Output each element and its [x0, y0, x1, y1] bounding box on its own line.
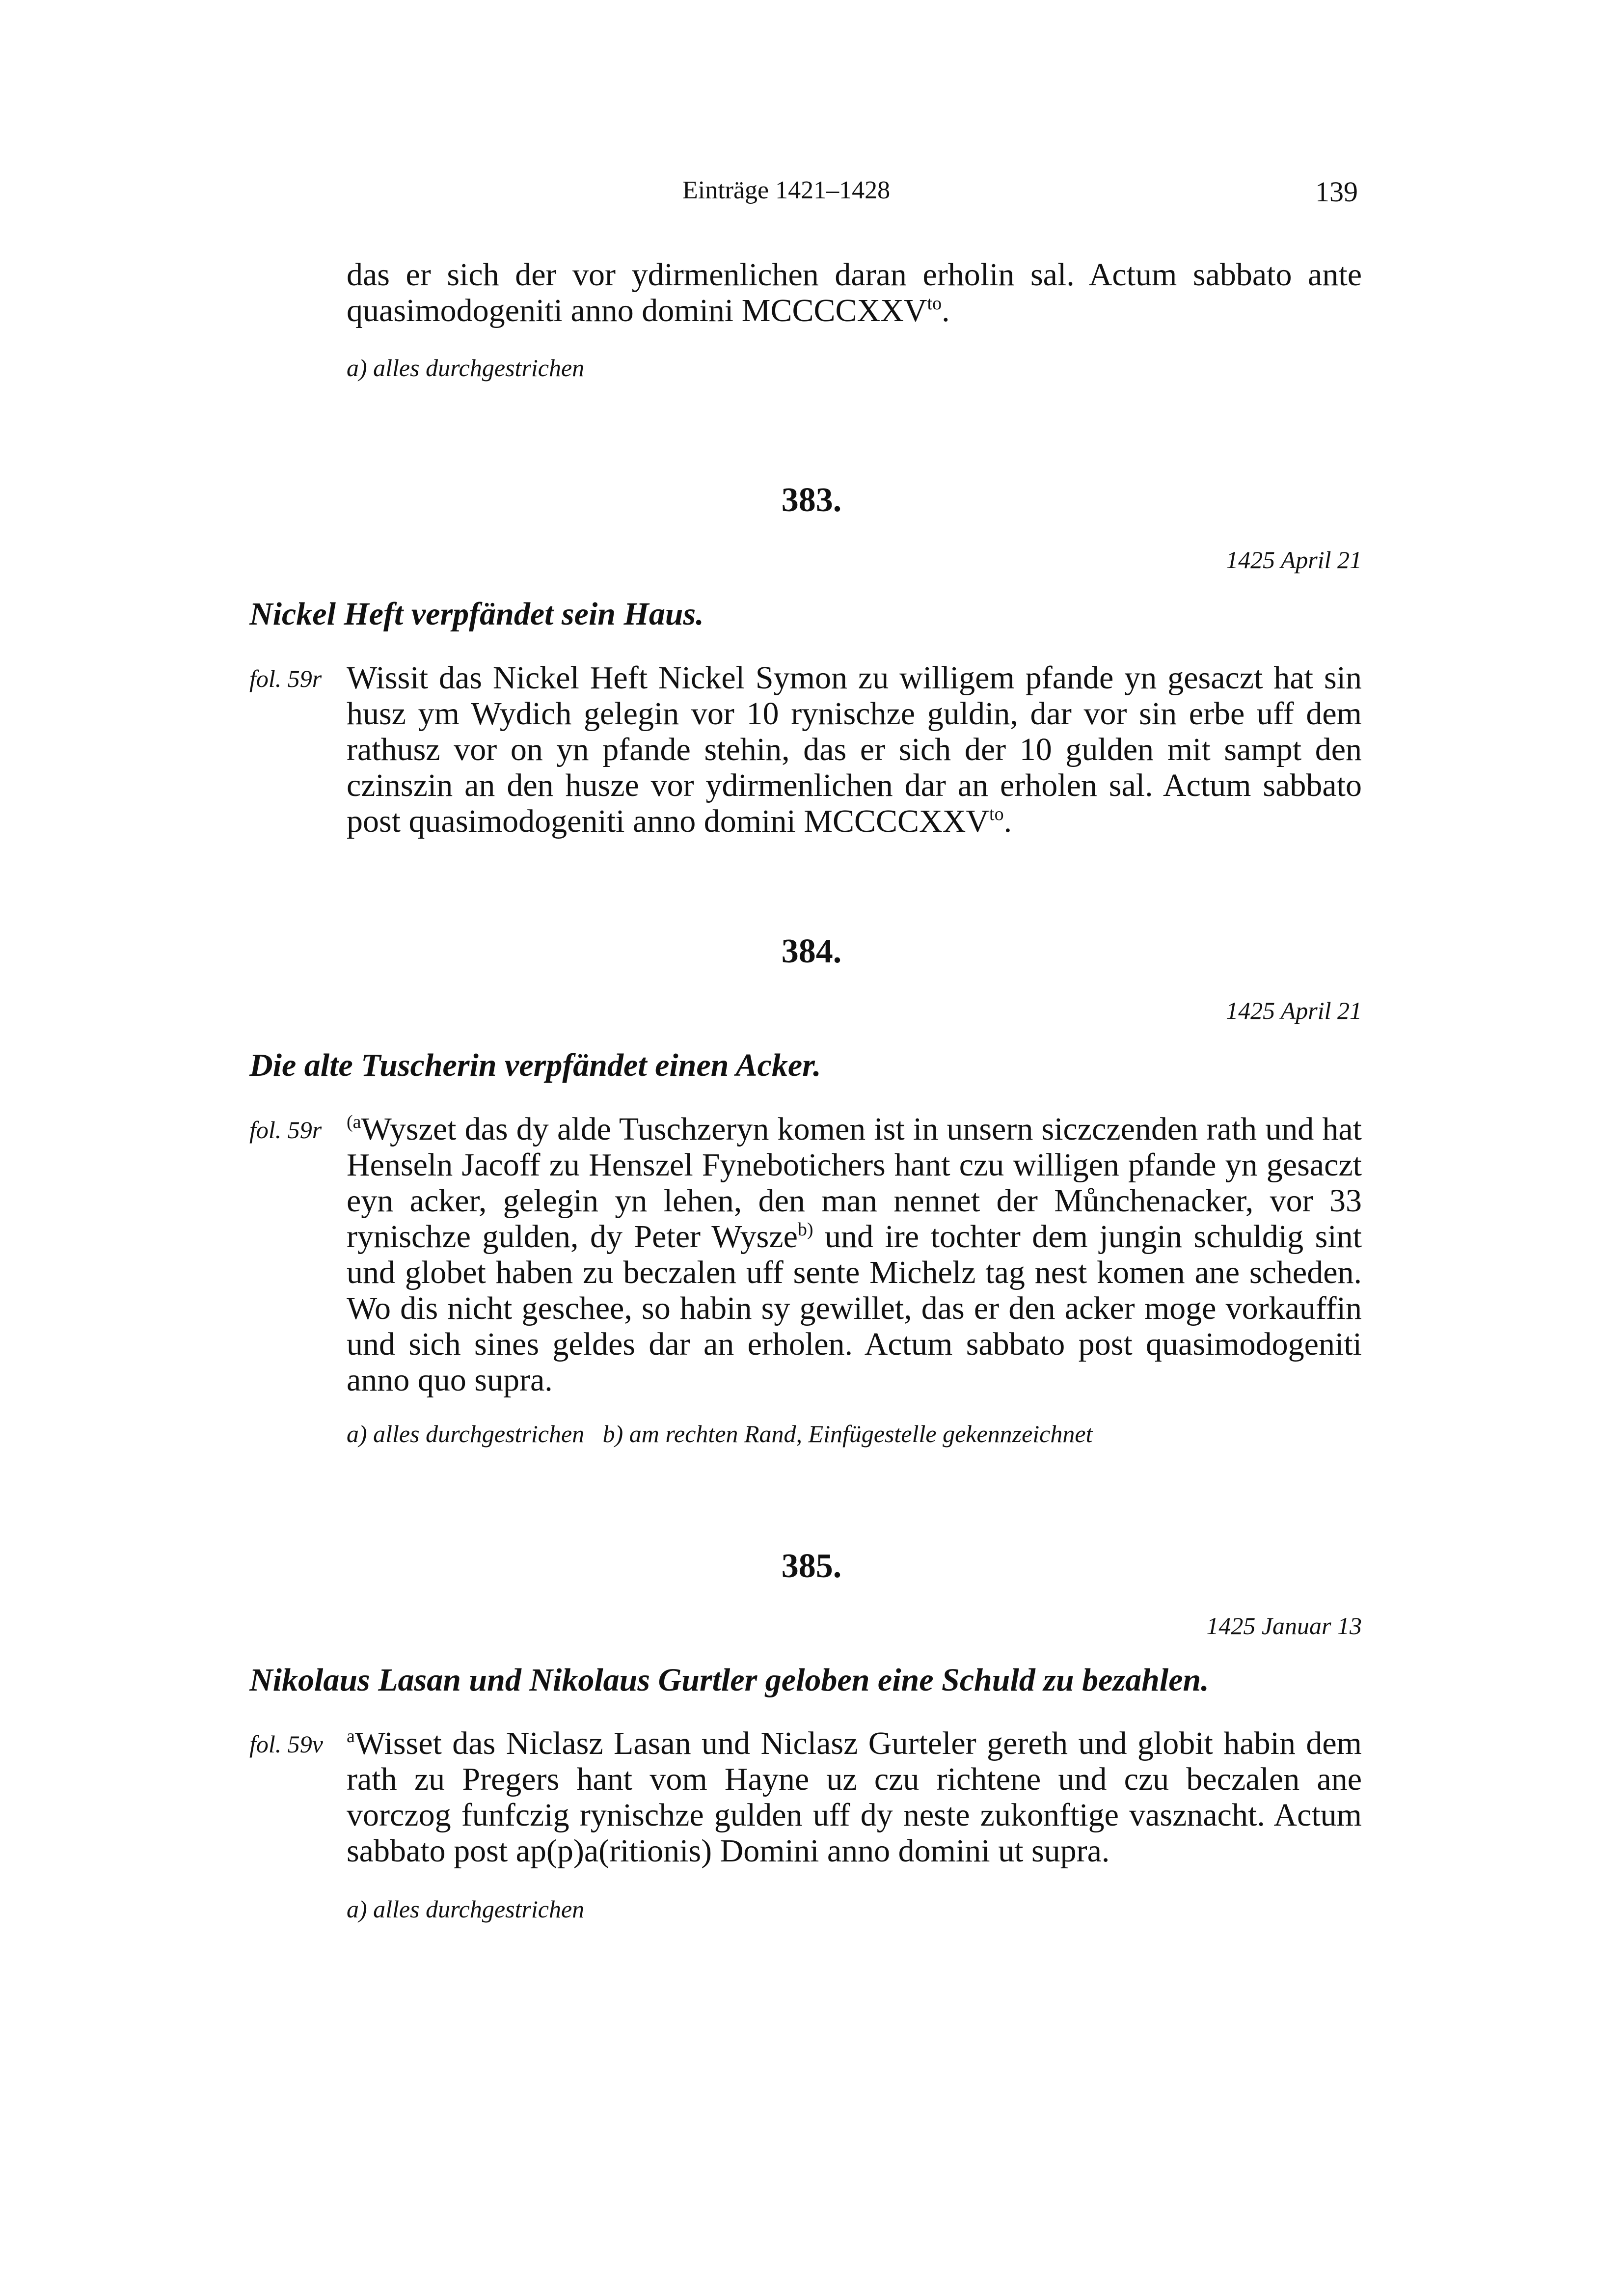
- entry-384-folio: fol. 59r: [249, 1116, 322, 1144]
- continuation-footnote: a) alles durchgestrichen: [347, 354, 585, 382]
- entry-383-end: .: [1003, 803, 1012, 839]
- entry-383-title: Nickel Heft verpfändet sein Haus.: [249, 596, 704, 632]
- entry-384-text: [347, 1111, 1362, 1398]
- entry-383-text: [347, 660, 1362, 839]
- entry-383-body: Wissit das Nickel Heft Nickel Symon zu willigem pfande yn gesaczt hat sin husz ym Wydich gelegin vor 10 rynischze guldin, dar vor sin erbe uff dem rathusz vor on yn pfande stehin, das er sich der 10 gulden mit sampt den czinszin an den husze vor ydirmenlichen dar an erholen sal. Actum sabbato post quasimodogeniti anno domini MCCCCXXV: [347, 660, 1362, 839]
- running-header: Einträge 1421–1428: [682, 176, 891, 204]
- entry-384-title: Die alte Tuscherin verpfändet einen Acker.: [249, 1047, 821, 1083]
- entry-385-footnote: a) alles durchgestrichen: [347, 1895, 585, 1923]
- entry-384-body-a: Wyszet das dy alde Tuschzeryn komen ist in unsern siczczenden rath und hat Henseln Jacoff zu Henszel Fynebotichers hant czu willigen pfande yn gesaczt eyn acker, gelegin yn lehen, den man nennet der M: [347, 1111, 1362, 1219]
- entry-385-lead-superscript: a: [347, 1726, 355, 1747]
- entry-384-u-ring: ů: [1082, 1183, 1099, 1219]
- entry-385-title: Nikolaus Lasan und Nikolaus Gurtler geloben eine Schuld zu bezahlen.: [249, 1662, 1209, 1698]
- entry-384-lead-superscript: (a: [347, 1112, 361, 1132]
- entry-383-folio: fol. 59r: [249, 665, 322, 692]
- entry-383-number: 383.: [781, 481, 842, 519]
- entry-383-superscript: to: [989, 804, 1004, 824]
- continuation-superscript: to: [927, 293, 942, 314]
- entry-384-mid-superscript: b): [797, 1219, 813, 1240]
- entry-385-folio: fol. 59v: [249, 1730, 323, 1758]
- entry-384-body-c: und ire tochter dem jungin schuldig sint und globet haben zu beczalen uff sente Michelz tag nest komen ane scheden. Wo dis nicht geschee, so habin sy gewillet, das er den acker moge vorkauffin und sich sines geldes dar an erholen. Actum sabbato post quasimodogeniti anno quo supra.: [347, 1219, 1362, 1398]
- continuation-end: .: [942, 293, 950, 328]
- continuation-paragraph: [347, 257, 1362, 328]
- entry-385-body: Wisset das Niclasz Lasan und Niclasz Gurteler gereth und globit habin dem rath zu Pregers hant vom Hayne uz czu richtene und czu beczalen ane vorczog funfczig rynischze gulden uff dy neste zukonftige vasznacht. Actum sabbato post ap(p)a(ritionis) Domini anno domini ut supra.: [347, 1725, 1362, 1869]
- continuation-text: das er sich der vor ydirmenlichen daran erholin sal. Actum sabbato ante quasimodogeniti anno domini MCCCCXXV: [347, 257, 1362, 328]
- entry-385-date: 1425 Januar 13: [1206, 1612, 1362, 1640]
- entry-384-footnote: a) alles durchgestrichen b) am rechten Rand, Einfügestelle gekennzeichnet: [347, 1420, 1093, 1448]
- entry-384-body-b: nchenacker, vor 33 rynischze gulden, dy Peter Wysze: [347, 1183, 1362, 1255]
- entry-383-date: 1425 April 21: [1226, 546, 1362, 574]
- entry-384-number: 384.: [781, 932, 842, 970]
- entry-385-text: [347, 1725, 1362, 1869]
- page-number: 139: [1315, 176, 1358, 208]
- entry-384-date: 1425 April 21: [1226, 997, 1362, 1024]
- entry-385-number: 385.: [781, 1547, 842, 1585]
